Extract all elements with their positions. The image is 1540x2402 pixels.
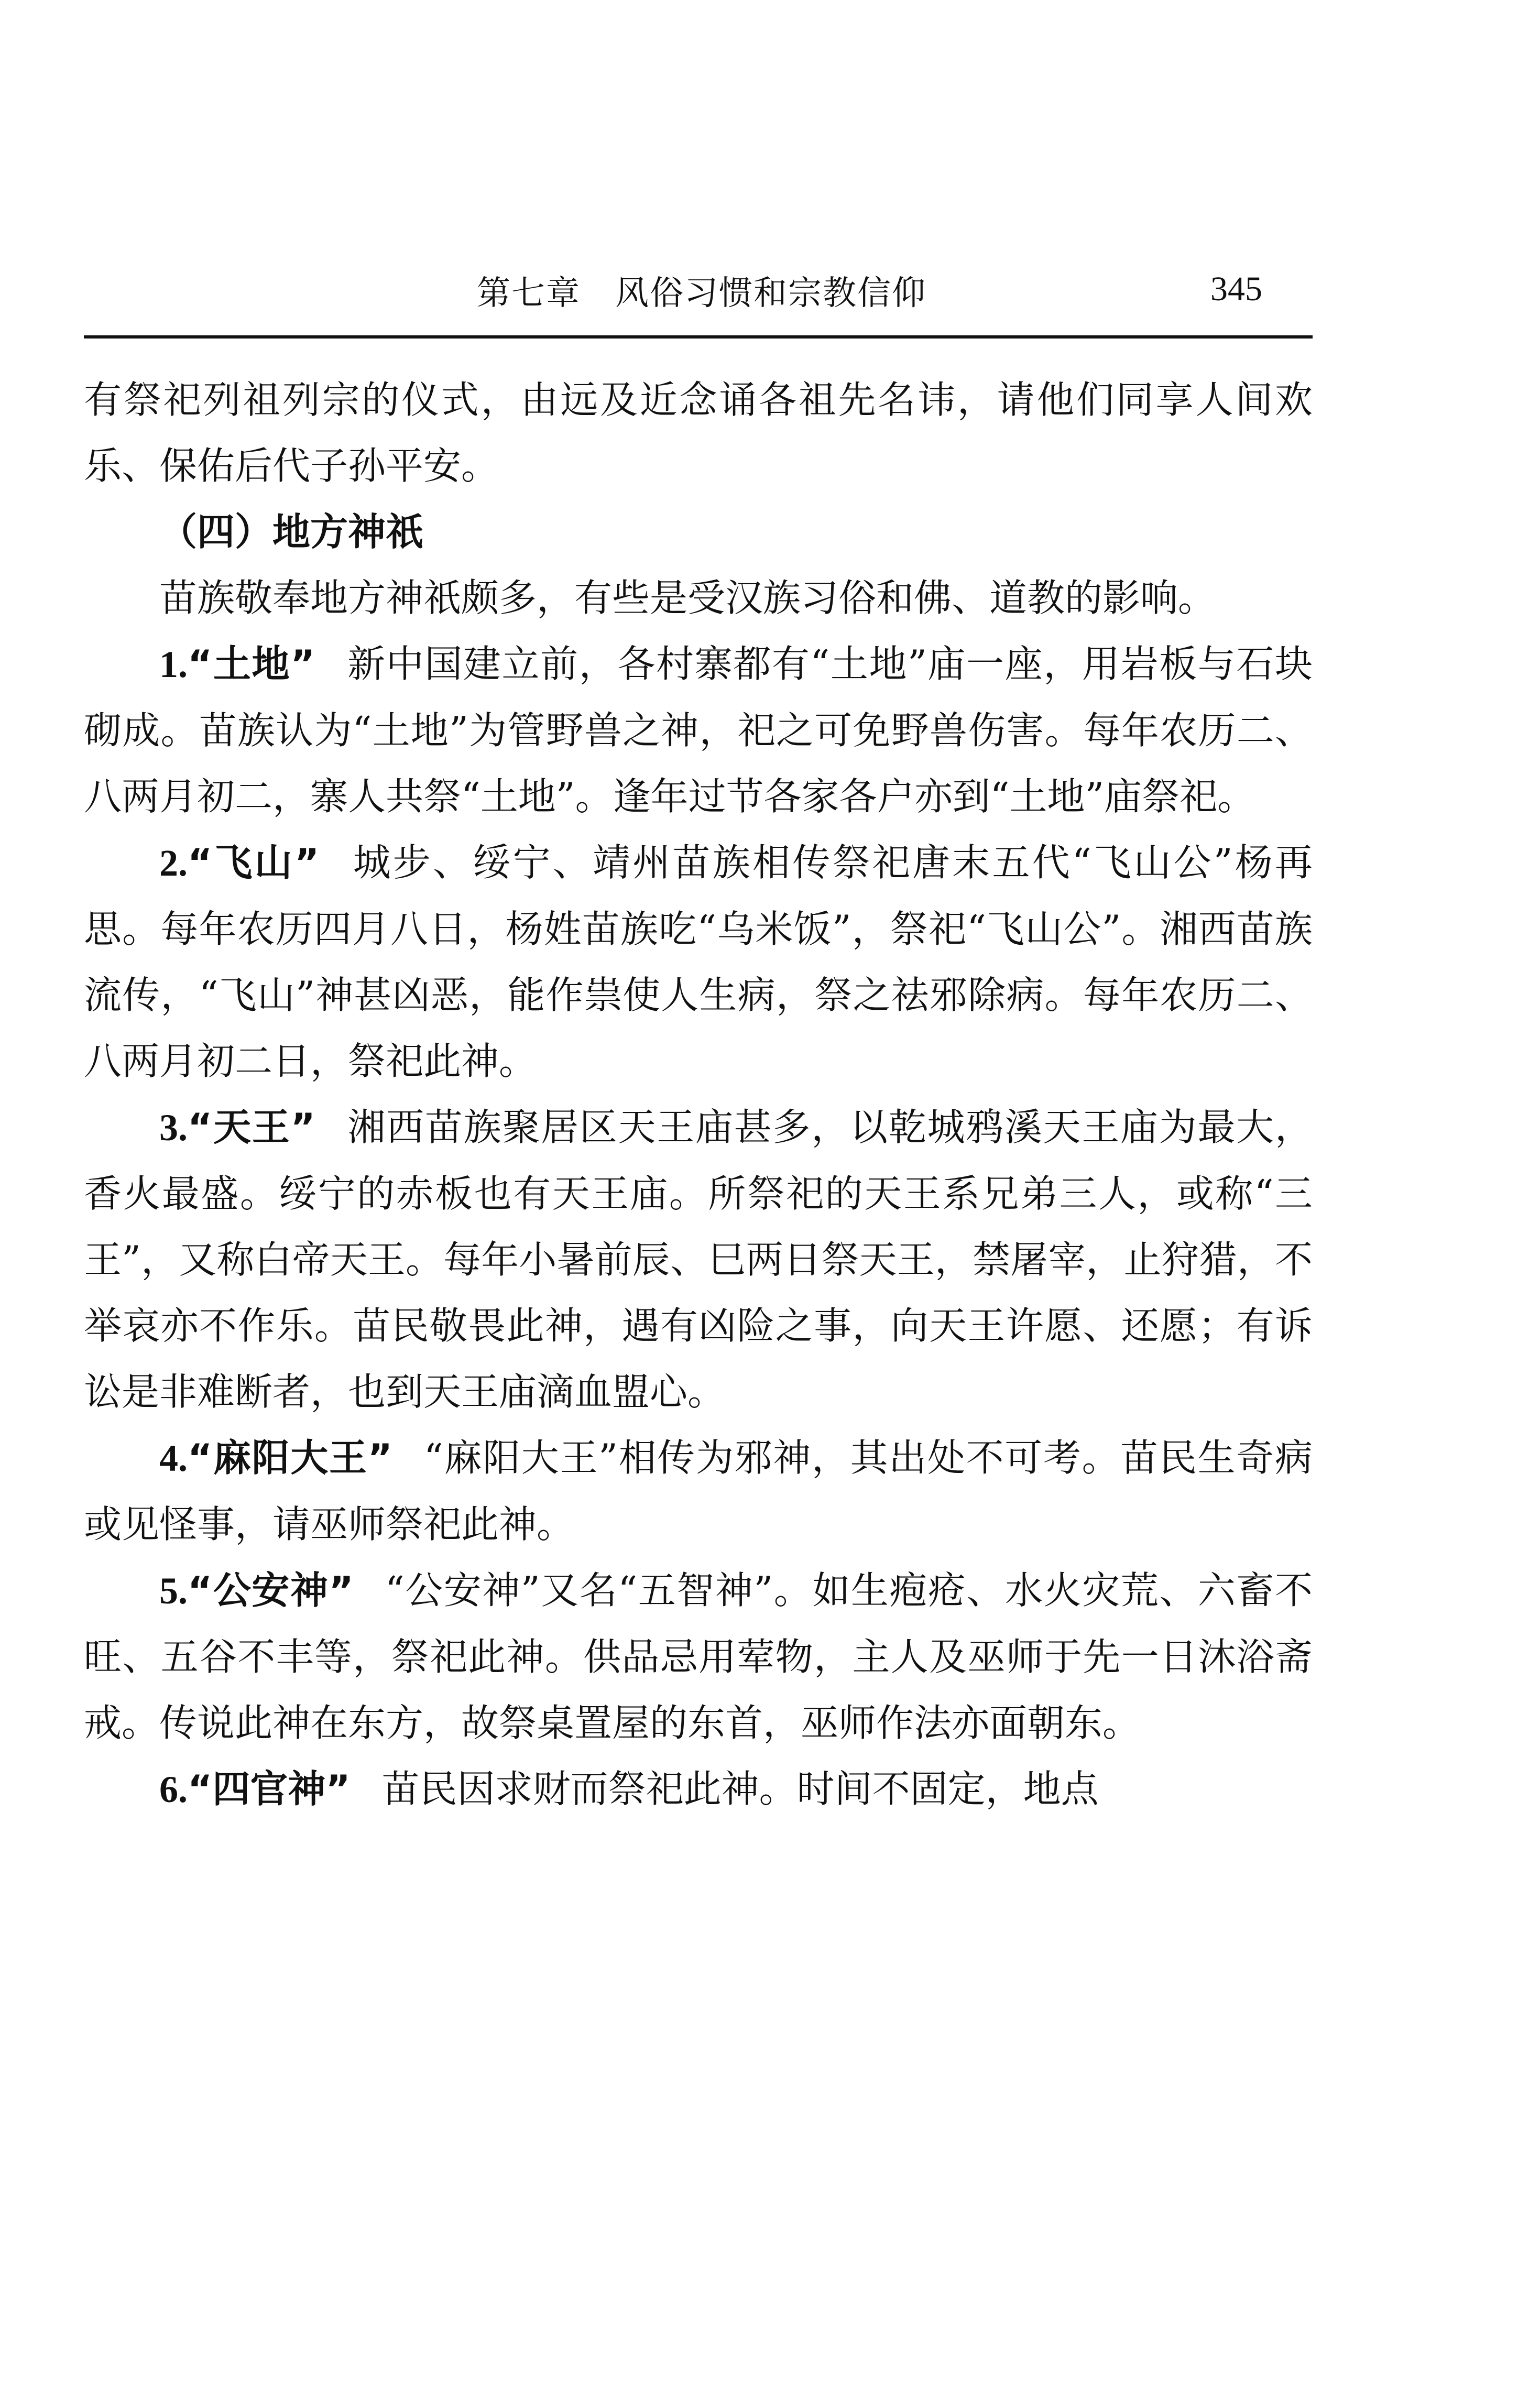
item-paragraph-mayang-dawang [84, 1425, 1313, 1557]
item-paragraph-siguan-shen [84, 1756, 1313, 1822]
body-text [84, 367, 1313, 1822]
section-title: （四）地方神祇 [159, 510, 424, 554]
item-title: “飞山” [188, 840, 320, 885]
item-paragraph-tudi [84, 631, 1313, 829]
item-text: 苗民因求财而祭祀此神。时间不固定，地点 [381, 1767, 1099, 1811]
item-text: “公安神”又名“五智神”。如生疱疮、水火灾荒、六畜不旺、五谷不丰等，祭祀此神。供品忌用荤物，主人及巫师于先一日沐浴斋戒。传说此神在东方，故祭桌置屋的东首，巫师作法亦面朝东。 [84, 1568, 1313, 1745]
item-text: 城步、绥宁、靖州苗族相传祭祀唐末五代“飞山公”杨再思。每年农历四月八日，杨姓苗族吃“乌米饭”，祭祀“飞山公”。湘西苗族流传，“飞山”神甚凶恶，能作祟使人生病，祭之祛邪除病。每年农历二、八两月初二日，祭祀此神。 [84, 840, 1313, 1083]
item-title: “公安神” [188, 1568, 354, 1612]
item-number: 2. [159, 842, 188, 884]
section-lead-paragraph: 苗族敬奉地方神祇颇多，有些是受汉族习俗和佛、道教的影响。 [159, 576, 1216, 620]
item-paragraph-gongan-shen [84, 1557, 1313, 1756]
page-number: 345 [1210, 270, 1262, 308]
item-number: 4. [159, 1437, 188, 1479]
item-number: 6. [159, 1768, 188, 1810]
item-title: “四官神” [188, 1767, 351, 1811]
intro-paragraph: 有祭祀列祖列宗的仪式，由远及近念诵各祖先名讳，请他们同享人间欢乐、保佑后代子孙平安。 [84, 378, 1313, 488]
item-text: 湘西苗族聚居区天王庙甚多，以乾城鸦溪天王庙为最大，香火最盛。绥宁的赤板也有天王庙。所祭祀的天王系兄弟三人，或称“三王”，又称白帝天王。每年小暑前辰、巳两日祭天王，禁屠宰，止狩猎，不举哀亦不作乐。苗民敬畏此神，遇有凶险之事，向天王许愿、还愿；有诉讼是非难断者，也到天王庙滴血盟心。 [84, 1105, 1313, 1414]
running-header [84, 272, 1313, 321]
item-paragraph-feishan [84, 829, 1313, 1094]
chapter-title: 第七章 风俗习惯和宗教信仰 [477, 274, 926, 313]
item-paragraph-tianwang [84, 1094, 1313, 1425]
item-title: “天王” [188, 1105, 315, 1149]
item-text: “麻阳大王”相传为邪神，其出处不可考。苗民生奇病或见怪事，请巫师祭祀此神。 [84, 1436, 1313, 1546]
header-rule [84, 335, 1313, 339]
item-number: 1. [159, 643, 188, 685]
item-title: “麻阳大王” [188, 1436, 392, 1480]
item-number: 5. [159, 1570, 188, 1612]
item-text: 新中国建立前，各村寨都有“土地”庙一座，用岩板与石块砌成。苗族认为“土地”为管野兽之神，祀之可免野兽伤害。每年农历二、八两月初二，寨人共祭“土地”。逢年过节各家各户亦到“土地”庙祭祀。 [84, 642, 1313, 818]
item-title: “土地” [188, 642, 315, 686]
item-number: 3. [159, 1107, 188, 1149]
